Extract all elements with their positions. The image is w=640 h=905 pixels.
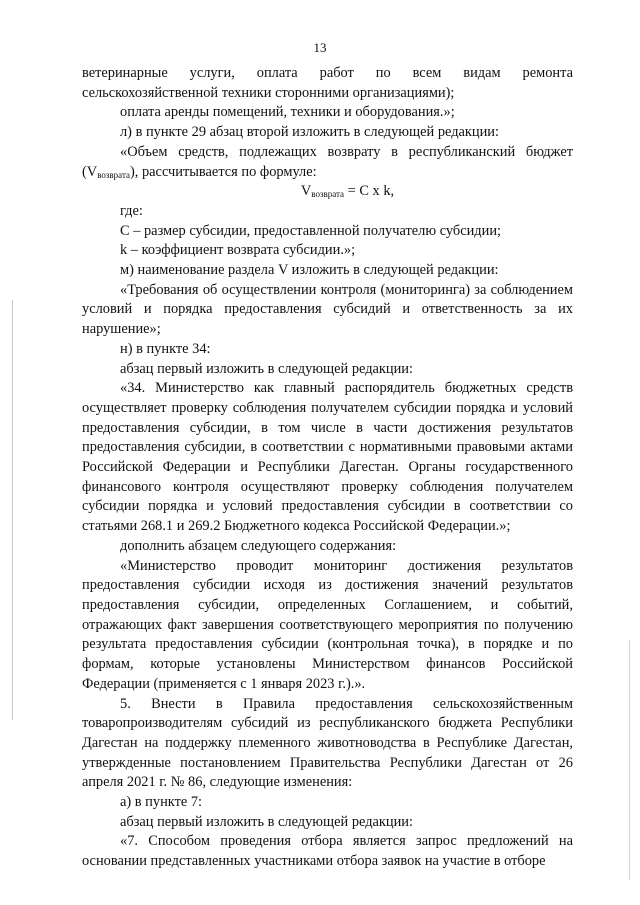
paragraph: абзац первый изложить в следующей редакции: xyxy=(120,813,414,830)
formula-variable: V xyxy=(300,183,312,200)
formula-expression: = C x k, xyxy=(344,183,395,200)
text-fragment: ), рассчитывается по формуле: xyxy=(129,163,317,180)
paragraph: «Министерство проводит мониторинг достижения результатов предоставления субсидии исходя из достижения значений результатов предоставления субсидии, определенных Соглашением, и событий, отражающих факт завершения соответствующего мероприятия по получению результата предоставления субсидии (контрольная точка), в порядке и по формам, которые установлены Министерством финансов Российской Федерации (применяется с 1 января 2023 г.).». xyxy=(82,557,573,692)
paragraph: k – коэффициент возврата субсидии.»; xyxy=(120,242,356,259)
paragraph: оплата аренды помещений, техники и оборудования.»; xyxy=(120,104,455,121)
subscript: возврата xyxy=(97,169,130,180)
paragraph: «34. Министерство как главный распорядитель бюджетных средств осуществляет проверку соблюдения получателем субсидии порядка и условий предоставления субсидии, в том числе в части достижения результатов предоставления субсидии, в соответствии с нормативными правовыми актами Российской Федерации и Республики Дагестан. Органы государственного финансового контроля осуществляют проверку соблюдения получателем субсидии порядка и условий предоставления субсидии в соответствии со статьями 268.1 и 269.2 Бюджетного кодекса Российской Федерации.»; xyxy=(82,380,573,535)
document-body xyxy=(82,64,573,872)
paragraph: «7. Способом проведения отбора является запрос предложений на основании представленных участниками отбора заявок на участие в отборе xyxy=(82,833,573,870)
paragraph: 5. Внести в Правила предоставления сельскохозяйственным товаропроизводителям субсидий из республиканского бюджета Республики Дагестан на поддержку племенного животноводства в Республике Дагестан, утвержденные постановлением Правительства Республики Дагестан от 26 апреля 2021 г. № 86, следующие изменения: xyxy=(82,695,573,791)
paragraph: н) в пункте 34: xyxy=(120,340,211,357)
paragraph: где: xyxy=(120,202,143,219)
paragraph: а) в пункте 7: xyxy=(120,794,203,811)
paragraph: «Требования об осуществлении контроля (мониторинга) за соблюдением условий и порядка предоставления субсидий и ответственность за их нарушение»; xyxy=(82,281,573,338)
paragraph: С – размер субсидии, предоставленной получателю субсидии; xyxy=(120,222,502,239)
page-number: 13 xyxy=(313,40,327,55)
formula-subscript: возврата xyxy=(311,189,345,200)
paragraph: л) в пункте 29 абзац второй изложить в следующей редакции: xyxy=(120,124,500,141)
paragraph: абзац первый изложить в следующей редакции: xyxy=(120,360,414,377)
text-fragment: «Объем средств, подлежащих возврату в республиканский бюджет (V xyxy=(82,143,573,180)
paragraph-volume-formula-intro xyxy=(82,143,573,182)
formula xyxy=(82,182,573,202)
scan-edge-line xyxy=(12,300,13,720)
paragraph: м) наименование раздела V изложить в следующей редакции: xyxy=(120,262,499,279)
paragraph: дополнить абзацем следующего содержания: xyxy=(120,537,397,554)
paragraph: ветеринарные услуги, оплата работ по всем видам ремонта сельскохозяйственной техники сторонними организациями); xyxy=(82,65,573,101)
scan-edge-line xyxy=(629,640,630,880)
